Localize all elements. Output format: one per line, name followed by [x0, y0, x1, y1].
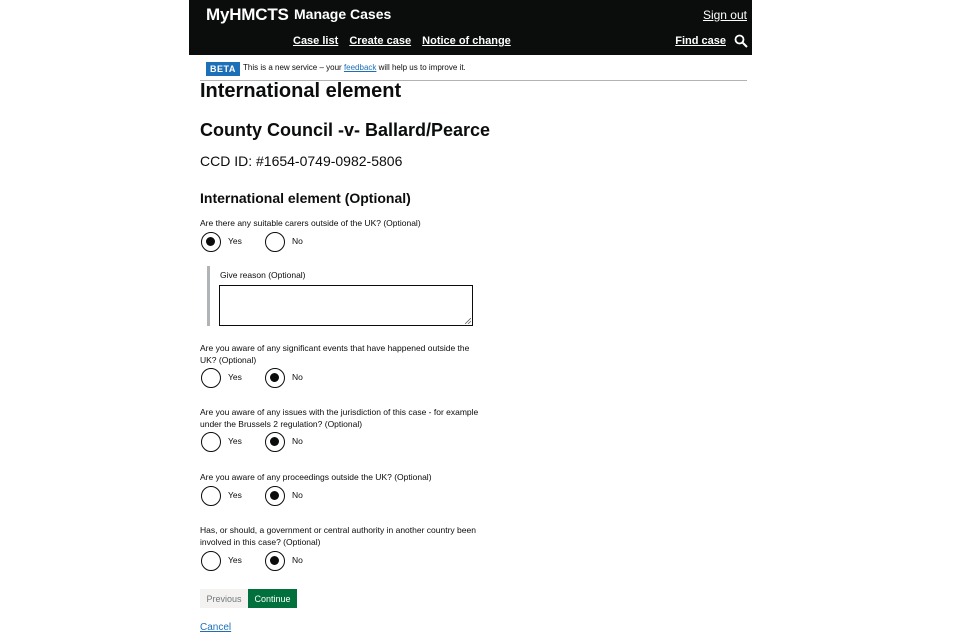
- events-yes-label[interactable]: Yes: [228, 372, 242, 382]
- government-yes-radio[interactable]: [201, 551, 221, 571]
- previous-button[interactable]: Previous: [200, 589, 248, 608]
- question-label-jurisdiction: Are you aware of any issues with the jurisdiction of this case - for example under the Brussels 2 regulation? (Optional): [200, 407, 479, 429]
- sign-out-link[interactable]: Sign out: [702, 8, 747, 22]
- jurisdiction-no-radio[interactable]: [265, 432, 285, 452]
- ccd-id: CCD ID: #1654-0749-0982-5806: [200, 153, 403, 169]
- cancel-link[interactable]: Cancel: [200, 622, 232, 633]
- beta-tag: BETA: [206, 62, 240, 76]
- conditional-reveal-bar: [207, 266, 210, 326]
- carers-yes-radio[interactable]: [201, 232, 221, 252]
- page-title: International element: [200, 80, 402, 102]
- reason-textarea[interactable]: [219, 285, 473, 326]
- jurisdiction-yes-label[interactable]: Yes: [228, 436, 242, 446]
- service-name[interactable]: Manage Cases: [294, 6, 392, 22]
- proceedings-yes-label[interactable]: Yes: [228, 490, 242, 500]
- events-no-radio[interactable]: [265, 368, 285, 388]
- government-no-label[interactable]: No: [292, 555, 303, 565]
- carers-yes-label[interactable]: Yes: [228, 236, 242, 246]
- question-label-government: Has, or should, a government or central authority in another country been involved in this case? (Optional): [200, 525, 476, 547]
- find-case-link[interactable]: Find case: [675, 35, 726, 47]
- events-no-label[interactable]: No: [292, 372, 303, 382]
- site-header: [189, 0, 752, 55]
- jurisdiction-no-label[interactable]: No: [292, 436, 303, 446]
- proceedings-yes-radio[interactable]: [201, 486, 221, 506]
- primary-nav: [293, 35, 519, 47]
- brand-logo[interactable]: MyHMCTS: [206, 5, 289, 24]
- carers-no-label[interactable]: No: [292, 236, 303, 246]
- case-title: County Council -v- Ballard/Pearce: [200, 120, 491, 140]
- proceedings-no-radio[interactable]: [265, 486, 285, 506]
- resize-handle-icon[interactable]: [465, 318, 471, 324]
- question-label-proceedings: Are you aware of any proceedings outside the UK? (Optional): [200, 472, 432, 482]
- nav-case-list[interactable]: Case list: [293, 35, 339, 47]
- jurisdiction-yes-radio[interactable]: [201, 432, 221, 452]
- question-label-significant-events: Are you aware of any significant events that have happened outside the UK? (Optional): [200, 343, 470, 365]
- section-heading: International element (Optional): [200, 190, 411, 206]
- carers-no-radio[interactable]: [265, 232, 285, 252]
- proceedings-no-label[interactable]: No: [292, 490, 303, 500]
- nav-create-case[interactable]: Create case: [349, 35, 412, 47]
- nav-notice-of-change[interactable]: Notice of change: [422, 35, 511, 47]
- question-label-carers: Are there any suitable carers outside of the UK? (Optional): [200, 218, 421, 228]
- reason-label: Give reason (Optional): [220, 270, 306, 280]
- beta-message: This is a new service – your feedback will help us to improve it.: [243, 63, 466, 72]
- beta-banner: [200, 60, 747, 81]
- search-icon[interactable]: [734, 34, 748, 48]
- government-no-radio[interactable]: [265, 551, 285, 571]
- events-yes-radio[interactable]: [201, 368, 221, 388]
- continue-button[interactable]: Continue: [248, 589, 297, 608]
- feedback-link[interactable]: feedback: [343, 63, 377, 72]
- government-yes-label[interactable]: Yes: [228, 555, 242, 565]
